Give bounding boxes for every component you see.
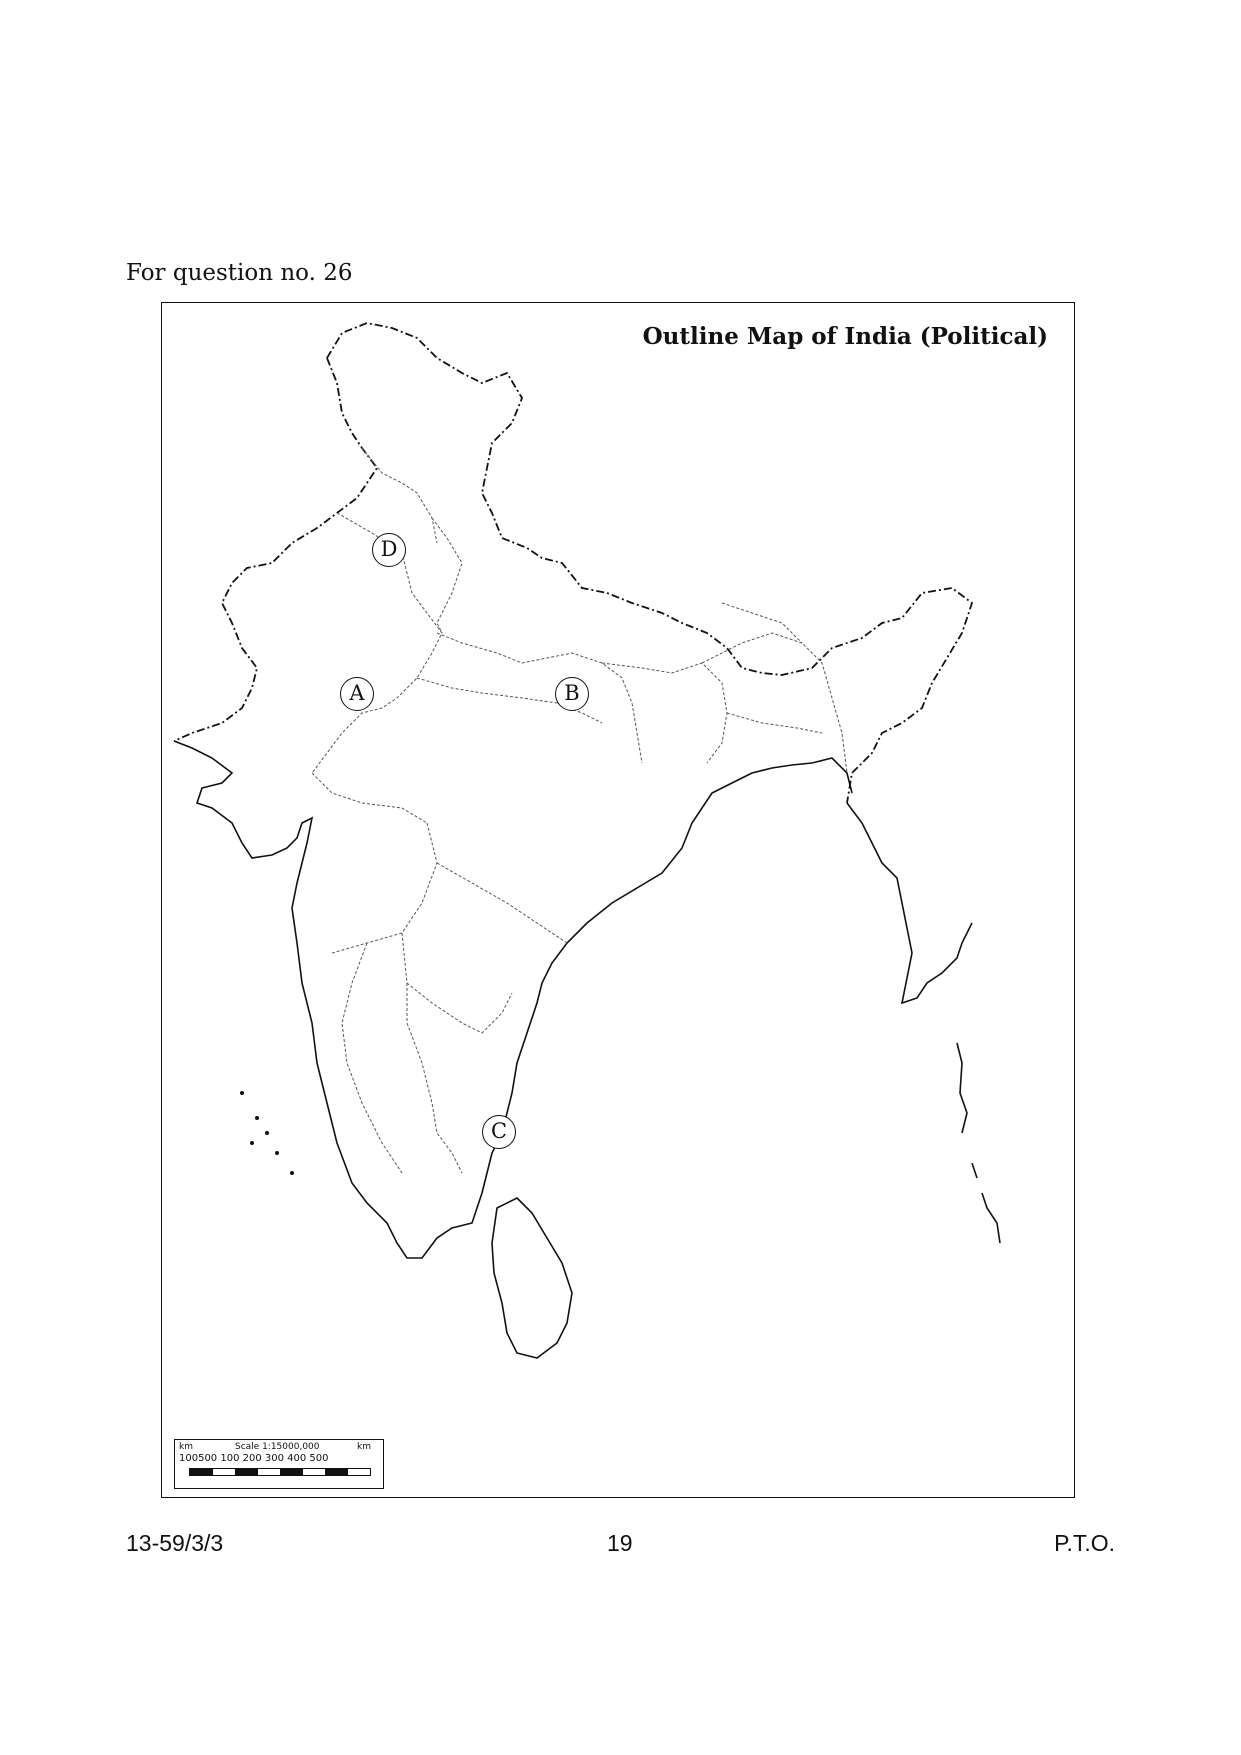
footer-page-number: 19 bbox=[607, 1530, 633, 1556]
map-frame bbox=[161, 302, 1075, 1498]
scale-title: Scale 1:15000,000 bbox=[235, 1442, 320, 1452]
scale-bar bbox=[189, 1468, 371, 1476]
scale-km-left: km bbox=[179, 1442, 193, 1452]
marker-a: A bbox=[340, 677, 374, 711]
sri-lanka-outline bbox=[492, 1198, 572, 1358]
scale-box bbox=[174, 1439, 384, 1489]
marker-d: D bbox=[372, 533, 406, 567]
andaman-islands bbox=[957, 1043, 1000, 1243]
india-outline-map bbox=[162, 303, 1074, 1497]
northern-border bbox=[327, 323, 972, 803]
footer-pto: P.T.O. bbox=[1054, 1530, 1115, 1556]
west-coastline bbox=[174, 741, 852, 1258]
scale-ticks: 100500 100 200 300 400 500 bbox=[179, 1453, 329, 1464]
map-title: Outline Map of India (Political) bbox=[642, 323, 1048, 350]
lakshadweep-islands bbox=[240, 1091, 294, 1175]
question-label: For question no. 26 bbox=[126, 260, 353, 286]
marker-c: C bbox=[482, 1115, 516, 1149]
scale-km-right: km bbox=[357, 1442, 371, 1452]
northeast-outline bbox=[847, 803, 972, 1003]
footer-code: 13-59/3/3 bbox=[126, 1530, 224, 1556]
marker-b: B bbox=[555, 677, 589, 711]
